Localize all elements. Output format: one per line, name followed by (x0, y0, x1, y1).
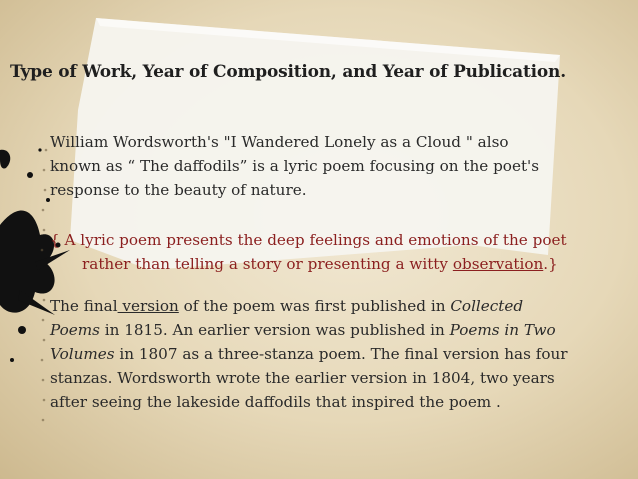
text-line (50, 318, 610, 342)
text-span: rather than telling a story or presenting a witty (82, 255, 453, 273)
italic-title: Collected (450, 297, 524, 315)
text-span: .} (543, 255, 558, 273)
text-line (50, 294, 610, 318)
version-link[interactable]: version (117, 297, 179, 315)
text-line: { A lyric poem presents the deep feelings and emotions of the poet (50, 231, 567, 249)
text-span: in 1815. An earlier version was published in (99, 321, 450, 339)
text-span: of the poem was first published in (178, 297, 451, 315)
text-line: William Wordsworth's "I Wandered Lonely as a Cloud " also (50, 133, 509, 151)
text-line: stanzas. Wordsworth wrote the earlier version in 1804, two years (50, 369, 555, 387)
paragraph-publication (50, 294, 610, 414)
italic-title: Volumes (50, 345, 115, 363)
text-line: known as “ The daffodils” is a lyric poem focusing on the poet's (50, 157, 540, 175)
text-line (50, 252, 610, 276)
text-line: after seeing the lakeside daffodils that inspired the poem . (50, 393, 501, 411)
observation-link[interactable]: observation (452, 255, 544, 273)
text-span: in 1807 as a three-stanza poem. The final version has four (114, 345, 568, 363)
italic-title: Poems (50, 321, 100, 339)
slide-title: Type of Work, Year of Composition, and Year of Publication. (10, 62, 566, 82)
paragraph-definition (50, 228, 610, 276)
italic-title: Poems in Two (449, 321, 556, 339)
paragraph-intro (50, 130, 610, 202)
text-span: The final (50, 297, 118, 315)
text-line: response to the beauty of nature. (50, 181, 307, 199)
text-line (50, 342, 610, 366)
